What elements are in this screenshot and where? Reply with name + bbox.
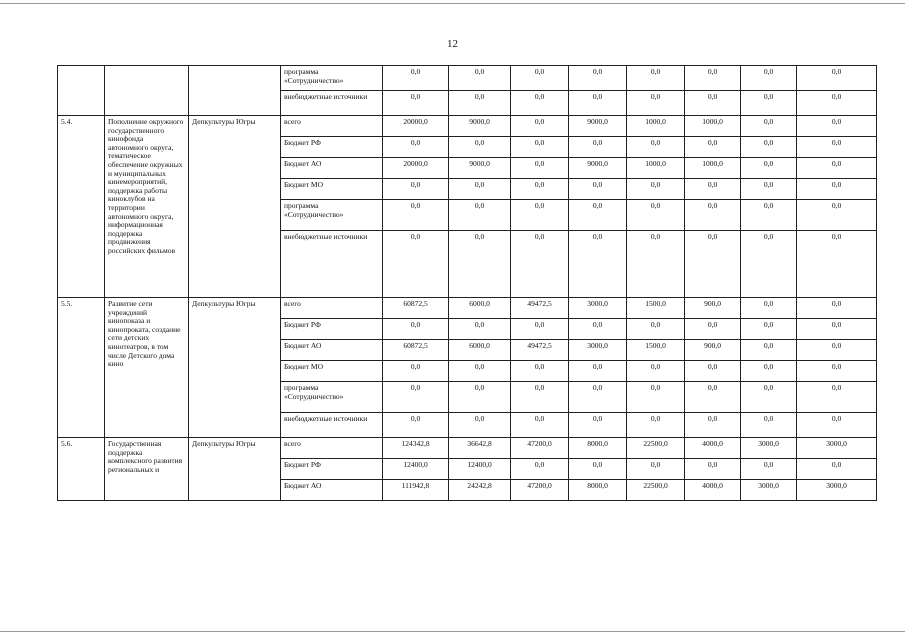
amount-cell: 0,0: [797, 298, 877, 319]
amount-cell: 1500,0: [627, 340, 685, 361]
amount-cell: 111942,8: [383, 480, 449, 501]
amount-cell: 36642,8: [449, 438, 511, 459]
amount-cell: 9000,0: [569, 116, 627, 137]
funding-source: программа «Сотрудничество»: [281, 66, 383, 91]
amount-cell: 0,0: [511, 361, 569, 382]
amount-cell: 0,0: [569, 413, 627, 438]
amount-cell: 0,0: [741, 413, 797, 438]
amount-cell: 4000,0: [685, 438, 741, 459]
amount-cell: 0,0: [569, 66, 627, 91]
amount-cell: 0,0: [449, 179, 511, 200]
amount-cell: 0,0: [797, 459, 877, 480]
table-row: [58, 66, 877, 91]
amount-cell: 0,0: [627, 382, 685, 413]
amount-cell: 0,0: [511, 66, 569, 91]
funding-source: Бюджет РФ: [281, 137, 383, 158]
amount-cell: 900,0: [685, 340, 741, 361]
amount-cell: 0,0: [511, 116, 569, 137]
funding-source: Бюджет АО: [281, 340, 383, 361]
amount-cell: 4000,0: [685, 480, 741, 501]
amount-cell: 0,0: [569, 361, 627, 382]
amount-cell: 0,0: [685, 179, 741, 200]
amount-cell: 3000,0: [797, 438, 877, 459]
amount-cell: 24242,8: [449, 480, 511, 501]
amount-cell: 60872,5: [383, 340, 449, 361]
amount-cell: 0,0: [449, 91, 511, 116]
amount-cell: 3000,0: [741, 438, 797, 459]
group-executor: [189, 66, 281, 116]
amount-cell: 0,0: [569, 319, 627, 340]
group-code: 5.6.: [58, 438, 105, 501]
amount-cell: 0,0: [741, 158, 797, 179]
amount-cell: 12400,0: [449, 459, 511, 480]
amount-cell: 0,0: [797, 413, 877, 438]
amount-cell: 0,0: [797, 66, 877, 91]
amount-cell: 0,0: [627, 459, 685, 480]
amount-cell: 0,0: [511, 200, 569, 231]
scan-edge-top: [0, 3, 905, 4]
amount-cell: 0,0: [569, 137, 627, 158]
amount-cell: 0,0: [627, 361, 685, 382]
group-executor: Депкультуры Югры: [189, 298, 281, 438]
amount-cell: 0,0: [449, 361, 511, 382]
amount-cell: 0,0: [741, 137, 797, 158]
amount-cell: 0,0: [511, 382, 569, 413]
group-name: Развитие сети учреждений кинопоказа и кинопроката, создание сети детских кинотеатров, в том числе Детского дома кино: [105, 298, 189, 438]
amount-cell: 0,0: [569, 231, 627, 298]
funding-source: всего: [281, 438, 383, 459]
amount-cell: 0,0: [741, 298, 797, 319]
amount-cell: 3000,0: [569, 340, 627, 361]
group-code: 5.4.: [58, 116, 105, 298]
amount-cell: 0,0: [741, 361, 797, 382]
amount-cell: 0,0: [569, 91, 627, 116]
funding-source: Бюджет АО: [281, 158, 383, 179]
amount-cell: 0,0: [627, 91, 685, 116]
amount-cell: 0,0: [741, 459, 797, 480]
amount-cell: 0,0: [797, 319, 877, 340]
amount-cell: 0,0: [383, 91, 449, 116]
amount-cell: 0,0: [511, 179, 569, 200]
amount-cell: 9000,0: [569, 158, 627, 179]
amount-cell: 0,0: [627, 319, 685, 340]
amount-cell: 0,0: [511, 413, 569, 438]
amount-cell: 0,0: [741, 382, 797, 413]
amount-cell: 0,0: [449, 413, 511, 438]
scan-edge-bottom: [0, 631, 905, 632]
amount-cell: 0,0: [383, 413, 449, 438]
amount-cell: 0,0: [569, 459, 627, 480]
amount-cell: 0,0: [627, 413, 685, 438]
amount-cell: 0,0: [569, 200, 627, 231]
amount-cell: 0,0: [685, 137, 741, 158]
group-executor: Депкультуры Югры: [189, 116, 281, 298]
amount-cell: 0,0: [511, 319, 569, 340]
amount-cell: 8000,0: [569, 480, 627, 501]
amount-cell: 0,0: [741, 91, 797, 116]
amount-cell: 0,0: [741, 200, 797, 231]
amount-cell: 0,0: [383, 231, 449, 298]
page-number: 12: [447, 38, 458, 50]
amount-cell: 0,0: [383, 137, 449, 158]
amount-cell: 22500,0: [627, 480, 685, 501]
funding-source: программа «Сотрудничество»: [281, 382, 383, 413]
funding-source: Бюджет РФ: [281, 319, 383, 340]
table-row: [58, 438, 877, 459]
amount-cell: 0,0: [741, 340, 797, 361]
amount-cell: 0,0: [685, 231, 741, 298]
amount-cell: 0,0: [797, 361, 877, 382]
funding-source: Бюджет АО: [281, 480, 383, 501]
amount-cell: 0,0: [685, 66, 741, 91]
funding-source: Бюджет РФ: [281, 459, 383, 480]
amount-cell: 12400,0: [383, 459, 449, 480]
amount-cell: 0,0: [383, 179, 449, 200]
amount-cell: 0,0: [685, 91, 741, 116]
budget-table-body: [58, 66, 877, 501]
amount-cell: 60872,5: [383, 298, 449, 319]
amount-cell: 0,0: [383, 66, 449, 91]
amount-cell: 0,0: [797, 137, 877, 158]
amount-cell: 6000,0: [449, 340, 511, 361]
amount-cell: 0,0: [511, 91, 569, 116]
budget-table: [57, 65, 877, 501]
amount-cell: 0,0: [685, 413, 741, 438]
amount-cell: 3000,0: [741, 480, 797, 501]
amount-cell: 47200,0: [511, 480, 569, 501]
amount-cell: 0,0: [627, 179, 685, 200]
amount-cell: 0,0: [685, 382, 741, 413]
amount-cell: 0,0: [449, 231, 511, 298]
amount-cell: 20000,0: [383, 158, 449, 179]
amount-cell: 900,0: [685, 298, 741, 319]
funding-source: Бюджет МО: [281, 361, 383, 382]
amount-cell: 0,0: [685, 459, 741, 480]
amount-cell: 0,0: [627, 137, 685, 158]
amount-cell: 1000,0: [685, 158, 741, 179]
amount-cell: 6000,0: [449, 298, 511, 319]
funding-source: программа «Сотрудничество»: [281, 200, 383, 231]
amount-cell: 0,0: [797, 340, 877, 361]
amount-cell: 1000,0: [627, 158, 685, 179]
amount-cell: 9000,0: [449, 158, 511, 179]
amount-cell: 0,0: [569, 179, 627, 200]
amount-cell: 0,0: [797, 382, 877, 413]
amount-cell: 124342,8: [383, 438, 449, 459]
group-name: Пополнение окружного государственного кинофонда автономного округа, тематическое обеспечение окружных и муниципальных кинемероприятий, поддержка работы киноклубов на территории автономного округа, информационная поддержка продвижения российских фильмов: [105, 116, 189, 298]
amount-cell: 1000,0: [627, 116, 685, 137]
amount-cell: 8000,0: [569, 438, 627, 459]
amount-cell: 0,0: [627, 231, 685, 298]
amount-cell: 0,0: [685, 200, 741, 231]
amount-cell: 0,0: [685, 361, 741, 382]
amount-cell: 0,0: [511, 137, 569, 158]
funding-source: всего: [281, 298, 383, 319]
amount-cell: 0,0: [627, 66, 685, 91]
amount-cell: 0,0: [511, 158, 569, 179]
amount-cell: 1500,0: [627, 298, 685, 319]
group-name: Государственная поддержка комплексного развития региональных и: [105, 438, 189, 501]
amount-cell: 0,0: [741, 319, 797, 340]
group-name: [105, 66, 189, 116]
amount-cell: 0,0: [741, 231, 797, 298]
funding-source: внебюджетные источники: [281, 91, 383, 116]
amount-cell: 0,0: [741, 116, 797, 137]
amount-cell: 9000,0: [449, 116, 511, 137]
amount-cell: 0,0: [797, 200, 877, 231]
amount-cell: 0,0: [685, 319, 741, 340]
amount-cell: 3000,0: [797, 480, 877, 501]
amount-cell: 0,0: [449, 66, 511, 91]
amount-cell: 0,0: [511, 231, 569, 298]
funding-source: Бюджет МО: [281, 179, 383, 200]
amount-cell: 0,0: [383, 200, 449, 231]
amount-cell: 0,0: [797, 116, 877, 137]
amount-cell: 0,0: [797, 179, 877, 200]
amount-cell: 0,0: [449, 319, 511, 340]
table-row: [58, 116, 877, 137]
amount-cell: 0,0: [383, 361, 449, 382]
amount-cell: 3000,0: [569, 298, 627, 319]
amount-cell: 0,0: [797, 91, 877, 116]
amount-cell: 1000,0: [685, 116, 741, 137]
funding-source: внебюджетные источники: [281, 413, 383, 438]
amount-cell: 0,0: [449, 200, 511, 231]
amount-cell: 49472,5: [511, 298, 569, 319]
amount-cell: 0,0: [383, 382, 449, 413]
amount-cell: 20000,0: [383, 116, 449, 137]
amount-cell: 0,0: [449, 137, 511, 158]
amount-cell: 0,0: [383, 319, 449, 340]
table-row: [58, 298, 877, 319]
amount-cell: 0,0: [797, 158, 877, 179]
amount-cell: 47200,0: [511, 438, 569, 459]
group-code: [58, 66, 105, 116]
group-code: 5.5.: [58, 298, 105, 438]
amount-cell: 0,0: [741, 66, 797, 91]
funding-source: всего: [281, 116, 383, 137]
amount-cell: 0,0: [741, 179, 797, 200]
amount-cell: 49472,5: [511, 340, 569, 361]
amount-cell: 22500,0: [627, 438, 685, 459]
amount-cell: 0,0: [449, 382, 511, 413]
amount-cell: 0,0: [569, 382, 627, 413]
funding-source: внебюджетные источники: [281, 231, 383, 298]
group-executor: Депкультуры Югры: [189, 438, 281, 501]
amount-cell: 0,0: [797, 231, 877, 298]
amount-cell: 0,0: [511, 459, 569, 480]
amount-cell: 0,0: [627, 200, 685, 231]
